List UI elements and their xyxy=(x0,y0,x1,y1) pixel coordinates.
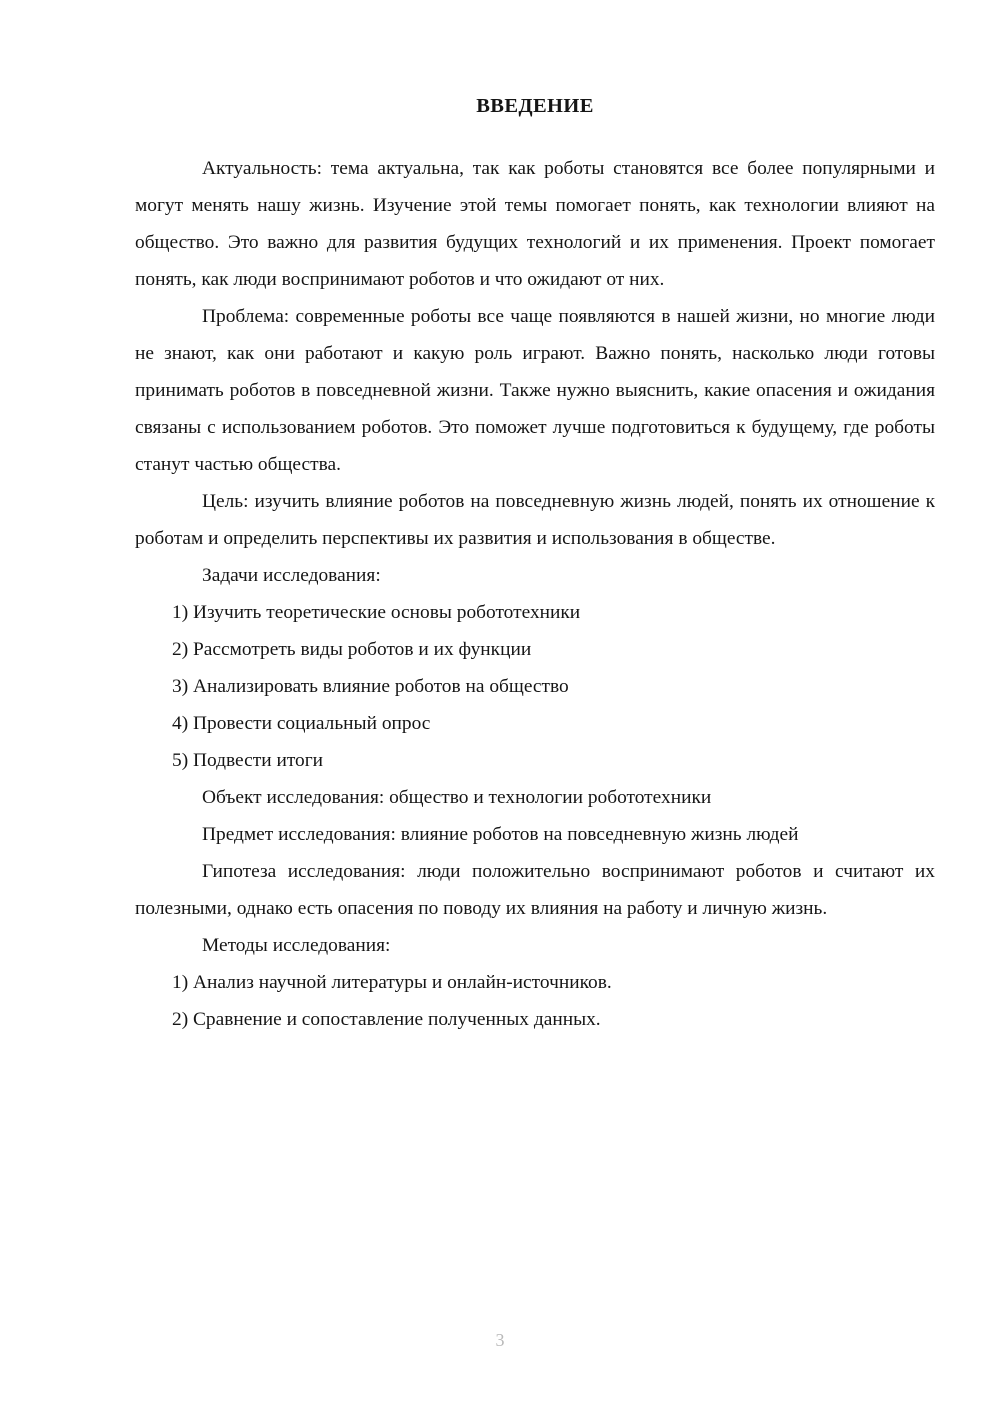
paragraph-object: Объект исследования: общество и технологии робототехники xyxy=(202,787,712,808)
paragraph-relevance: Актуальность: тема актуальна, так как роботы становятся все более популярными и могут менять нашу жизнь. Изучение этой темы помогает понять, как технологии влияют на общество. Это важно для развития будущих технологий и их применения. Проект помогает понять, как люди воспринимают роботов и что ожидают от них. xyxy=(135,158,935,290)
heading-tasks: Задачи исследования: xyxy=(202,565,381,586)
task-item-1: 1) Изучить теоретические основы робототехники xyxy=(172,602,581,623)
document-blocks xyxy=(135,150,935,1038)
task-item-5: 5) Подвести итоги xyxy=(172,750,324,771)
heading-methods: Методы исследования: xyxy=(202,935,391,956)
paragraph-goal: Цель: изучить влияние роботов на повседневную жизнь людей, понять их отношение к роботам и определить перспективы их развития и использования в обществе. xyxy=(135,491,935,549)
paragraph-hypothesis: Гипотеза исследования: люди положительно воспринимают роботов и считают их полезными, однако есть опасения по поводу их влияния на работу и личную жизнь. xyxy=(135,861,935,919)
task-item-3: 3) Анализировать влияние роботов на общество xyxy=(172,676,569,697)
document-body xyxy=(135,88,935,1038)
method-item-1: 1) Анализ научной литературы и онлайн-источников. xyxy=(172,972,612,993)
task-item-4: 4) Провести социальный опрос xyxy=(172,713,431,734)
paragraph-problem: Проблема: современные роботы все чаще появляются в нашей жизни, но многие люди не знают, как они работают и какую роль играют. Важно понять, насколько люди готовы принимать роботов в повседневной жизни. Также нужно выяснить, какие опасения и ожидания связаны с использованием роботов. Это поможет лучше подготовиться к будущему, где роботы станут частью общества. xyxy=(135,306,935,475)
method-item-2: 2) Сравнение и сопоставление полученных данных. xyxy=(172,1009,601,1030)
page-title: ВВЕДЕНИЕ xyxy=(476,95,594,117)
paragraph-subject: Предмет исследования: влияние роботов на повседневную жизнь людей xyxy=(202,824,799,845)
task-item-2: 2) Рассмотреть виды роботов и их функции xyxy=(172,639,532,660)
page-number: 3 xyxy=(495,1330,505,1350)
